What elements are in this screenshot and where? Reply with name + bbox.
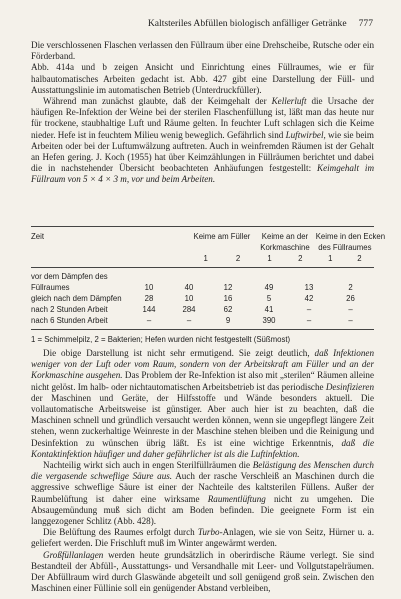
table-cell: 62 — [223, 304, 233, 314]
row-label: gleich nach dem Dämpfen — [31, 293, 122, 303]
text-run: , wie sie beim Arbeiten oder bei der Luftumwälzung auftreten. Auch in weinfremden Räumen ist der Gehalt an Hefen gering. J. Koch (1955) hat über Keimzählungen in Füllräumen berichtet und dabei die in nachstehender Übersicht beobachteten Anhäufungen festgestellt: — [31, 129, 375, 174]
column-header-corners — [315, 227, 386, 253]
text-run: Das Problem der Re-Infektion ist also mit „sterilen“ Räumen alleine nicht gelöst. Im halb- oder nichtautomatischen Arbeitsbetrieb ist das periodische — [31, 370, 374, 392]
table-cell: 28 — [144, 293, 154, 303]
emphasis: daß die Kontaktinfektion häufiger und daher gefährlicher ist als die Luftinfektion. — [31, 437, 374, 459]
table-header-row — [31, 227, 374, 253]
paragraph: Abb. 414a und b zeigen Ansicht und Einrichtung eines Füllraumes, wie er für halbautomatisches Arbeiten gedacht ist. Abb. 427 gibt eine Darstellung der Füll- und Ausstattungslinie im automatischen Betrieb (Unterdruckfüller). — [31, 62, 374, 95]
table-row — [31, 316, 374, 329]
paragraph — [31, 527, 374, 549]
row-label: nach 2 Stunden Arbeit — [31, 304, 108, 314]
table-cell: 5 — [266, 293, 272, 303]
running-header — [31, 18, 373, 30]
table-cell: 40 — [184, 282, 194, 292]
table-row — [31, 283, 374, 294]
emphasis: Keimgehalt im Füllraum von 5 × 4 × 3 m, vor und beim Arbeiten. — [31, 163, 375, 185]
table-footnote: 1 = Schimmelpilz, 2 = Bakterien; Hefen wurden nicht festgestellt (Süßmost) — [31, 334, 291, 344]
column-header-corker — [254, 227, 315, 253]
text-run: der Maschinen und Geräte, der Hilfsstoffe und Wände besonders aktuell. Die vollautomatische Arbeitsweise ist günstiger. Aber auch hier ist zu beachten, daß die Maschinen schnell und gründlich versaucht werden können, wenn sie ungepflegt längere Zeit stehen, wenn zuckerhaltige Weinreste in der Maschine stehen bleiben und die Reinigung und Desinfektion zu wünschen übrig läßt. Es ist eine wichtige Erkenntnis, — [31, 392, 374, 448]
table-subheader-row — [31, 253, 374, 267]
header-line: Korkmaschine — [260, 243, 310, 252]
paragraph: Die verschlossenen Flaschen verlassen den Füllraum über eine Drehscheibe, Rutsche oder ein Förderband. — [31, 40, 374, 62]
body-text-upper — [31, 40, 374, 186]
subheader-cell: 1 — [267, 254, 272, 263]
table-cell: 16 — [223, 293, 233, 303]
table-cell: 13 — [304, 282, 314, 292]
table-bottom-rule — [31, 329, 374, 330]
table-cell — [247, 268, 291, 283]
text-run: Auch der rasche Verschleiß an Maschinen durch die aggressive schweflige Säure ist einer der Nachteile des kaltsterilen Füllens. Außer der Raumbelüftung ist daher eine wirksame — [31, 471, 375, 504]
table-cell — [291, 268, 327, 283]
text-run: Die Belüftung des Raumes erfolgt durch — [43, 527, 198, 538]
table-cell — [209, 268, 247, 283]
paragraph — [31, 550, 374, 595]
header-line: Keime in den Ecken — [315, 232, 386, 241]
table — [31, 227, 386, 267]
text-run: nicht zu umgehen. Die Absaugemündung muß sich dicht am Boden befinden. Die geeignete Form ist ein langgezogener Schlitz (Abb. 428). — [31, 493, 374, 527]
table-cell: 2 — [348, 282, 353, 292]
emphasis: daß Infektionen weniger von der Luft oder vom Raum, sondern von der Arbeitskraft am Füller und an der Korkmaschine ausgehen. — [31, 348, 374, 381]
page-number: 777 — [358, 18, 373, 29]
emphasis: Belästigung des Menschen durch die vergasende schweflige Säure aus. — [31, 460, 374, 482]
table-cell: 12 — [223, 282, 233, 292]
table-cell: 390 — [262, 315, 276, 325]
text-run: die Ursache der häufigen Re-Infektion der Weine bei der sterilen Flaschenfüllung ist, läßt man das heute nur für trockene, staubhaltige Luft und Räume gelten. In feuchter Luft schlagen sich die Keime nieder. Hefe ist in feuchtem Milieu wenig beweglich. Gefährlich sind — [31, 96, 374, 140]
subheader-cell: 1 — [328, 254, 333, 263]
table-cell: – — [348, 304, 353, 314]
emphasis: Luftwirbel — [285, 129, 324, 140]
table-cell: 10 — [184, 293, 194, 303]
paragraph — [31, 348, 374, 460]
subheader-cell: 2 — [357, 254, 362, 263]
emphasis: Raumentlüftung — [207, 493, 266, 504]
text-run: -Anlagen, wie sie von Seitz, Hürner u. a. geliefert werden. Die Frischluft muß im Winter angewärmt werden. — [31, 527, 374, 549]
table-body — [31, 268, 374, 329]
header-line: des Füllraumes — [318, 243, 372, 252]
row-label: vor dem Dämpfen des — [31, 272, 108, 281]
text-run: werden heute grundsätzlich in oberirdische Räume verlegt. Sie sind Bestandteil der Abfüll-, Ausstattungs- und Versandhalle mit Leer- und Vollgutstapelräumen. Der Abfüllraum wird durch Glaswände abgeteilt und soll genügend groß sein. Zwischen den Maschinen einer Füllinie soll ein genügender Abstand verbleiben, — [31, 549, 374, 594]
table-cell: 9 — [225, 315, 231, 325]
subheader-cell: 1 — [203, 254, 208, 263]
emphasis: Turbo — [197, 527, 220, 538]
body-text-lower — [31, 348, 374, 594]
table-cell — [327, 268, 374, 283]
running-title: Kaltsteriles Abfüllen biologisch anfälliger Getränke — [147, 18, 347, 29]
table-cell: 26 — [346, 293, 355, 303]
table-row — [31, 294, 374, 305]
table-cell: 284 — [182, 304, 196, 314]
paragraph — [31, 96, 374, 186]
emphasis: Großfüllanlagen — [43, 549, 104, 560]
table-cell — [129, 268, 169, 283]
empty-cell — [31, 253, 190, 267]
text-run: Nachteilig wirkt sich auch in engen Sterilfüllräumen die — [43, 460, 253, 471]
subheader-cell: 2 — [298, 254, 303, 263]
header-line: Keime an der — [261, 232, 309, 241]
table-cell: – — [306, 315, 312, 325]
emphasis: Kellerluft — [271, 96, 307, 107]
column-header-filler: Keime am Füller — [193, 232, 251, 241]
germ-count-table — [31, 226, 386, 345]
table-cell: 144 — [142, 304, 156, 314]
table-cell: 41 — [264, 304, 274, 314]
text-run: Während man zunächst glaubte, daß der Keimgehalt der — [43, 96, 272, 107]
row-label: Füllraumes — [31, 282, 70, 292]
column-header-zeit: Zeit — [31, 232, 44, 241]
text-run: Die obige Darstellung ist nicht sehr ermutigend. Sie zeigt deutlich, — [43, 348, 315, 358]
table-row — [31, 268, 374, 283]
table-cell: – — [348, 315, 353, 325]
paragraph — [31, 460, 374, 527]
table-row — [31, 305, 374, 316]
table-cell: – — [146, 315, 152, 325]
emphasis: Desinfizieren — [325, 381, 374, 392]
row-label: nach 6 Stunden Arbeit — [31, 315, 108, 325]
table-cell: 49 — [264, 282, 274, 292]
table-cell: 42 — [304, 293, 314, 303]
table-cell: 10 — [144, 282, 154, 292]
table-cell: – — [186, 315, 192, 325]
table-cell: – — [306, 304, 312, 314]
subheader-cell: 2 — [235, 254, 241, 263]
table-cell — [169, 268, 209, 283]
